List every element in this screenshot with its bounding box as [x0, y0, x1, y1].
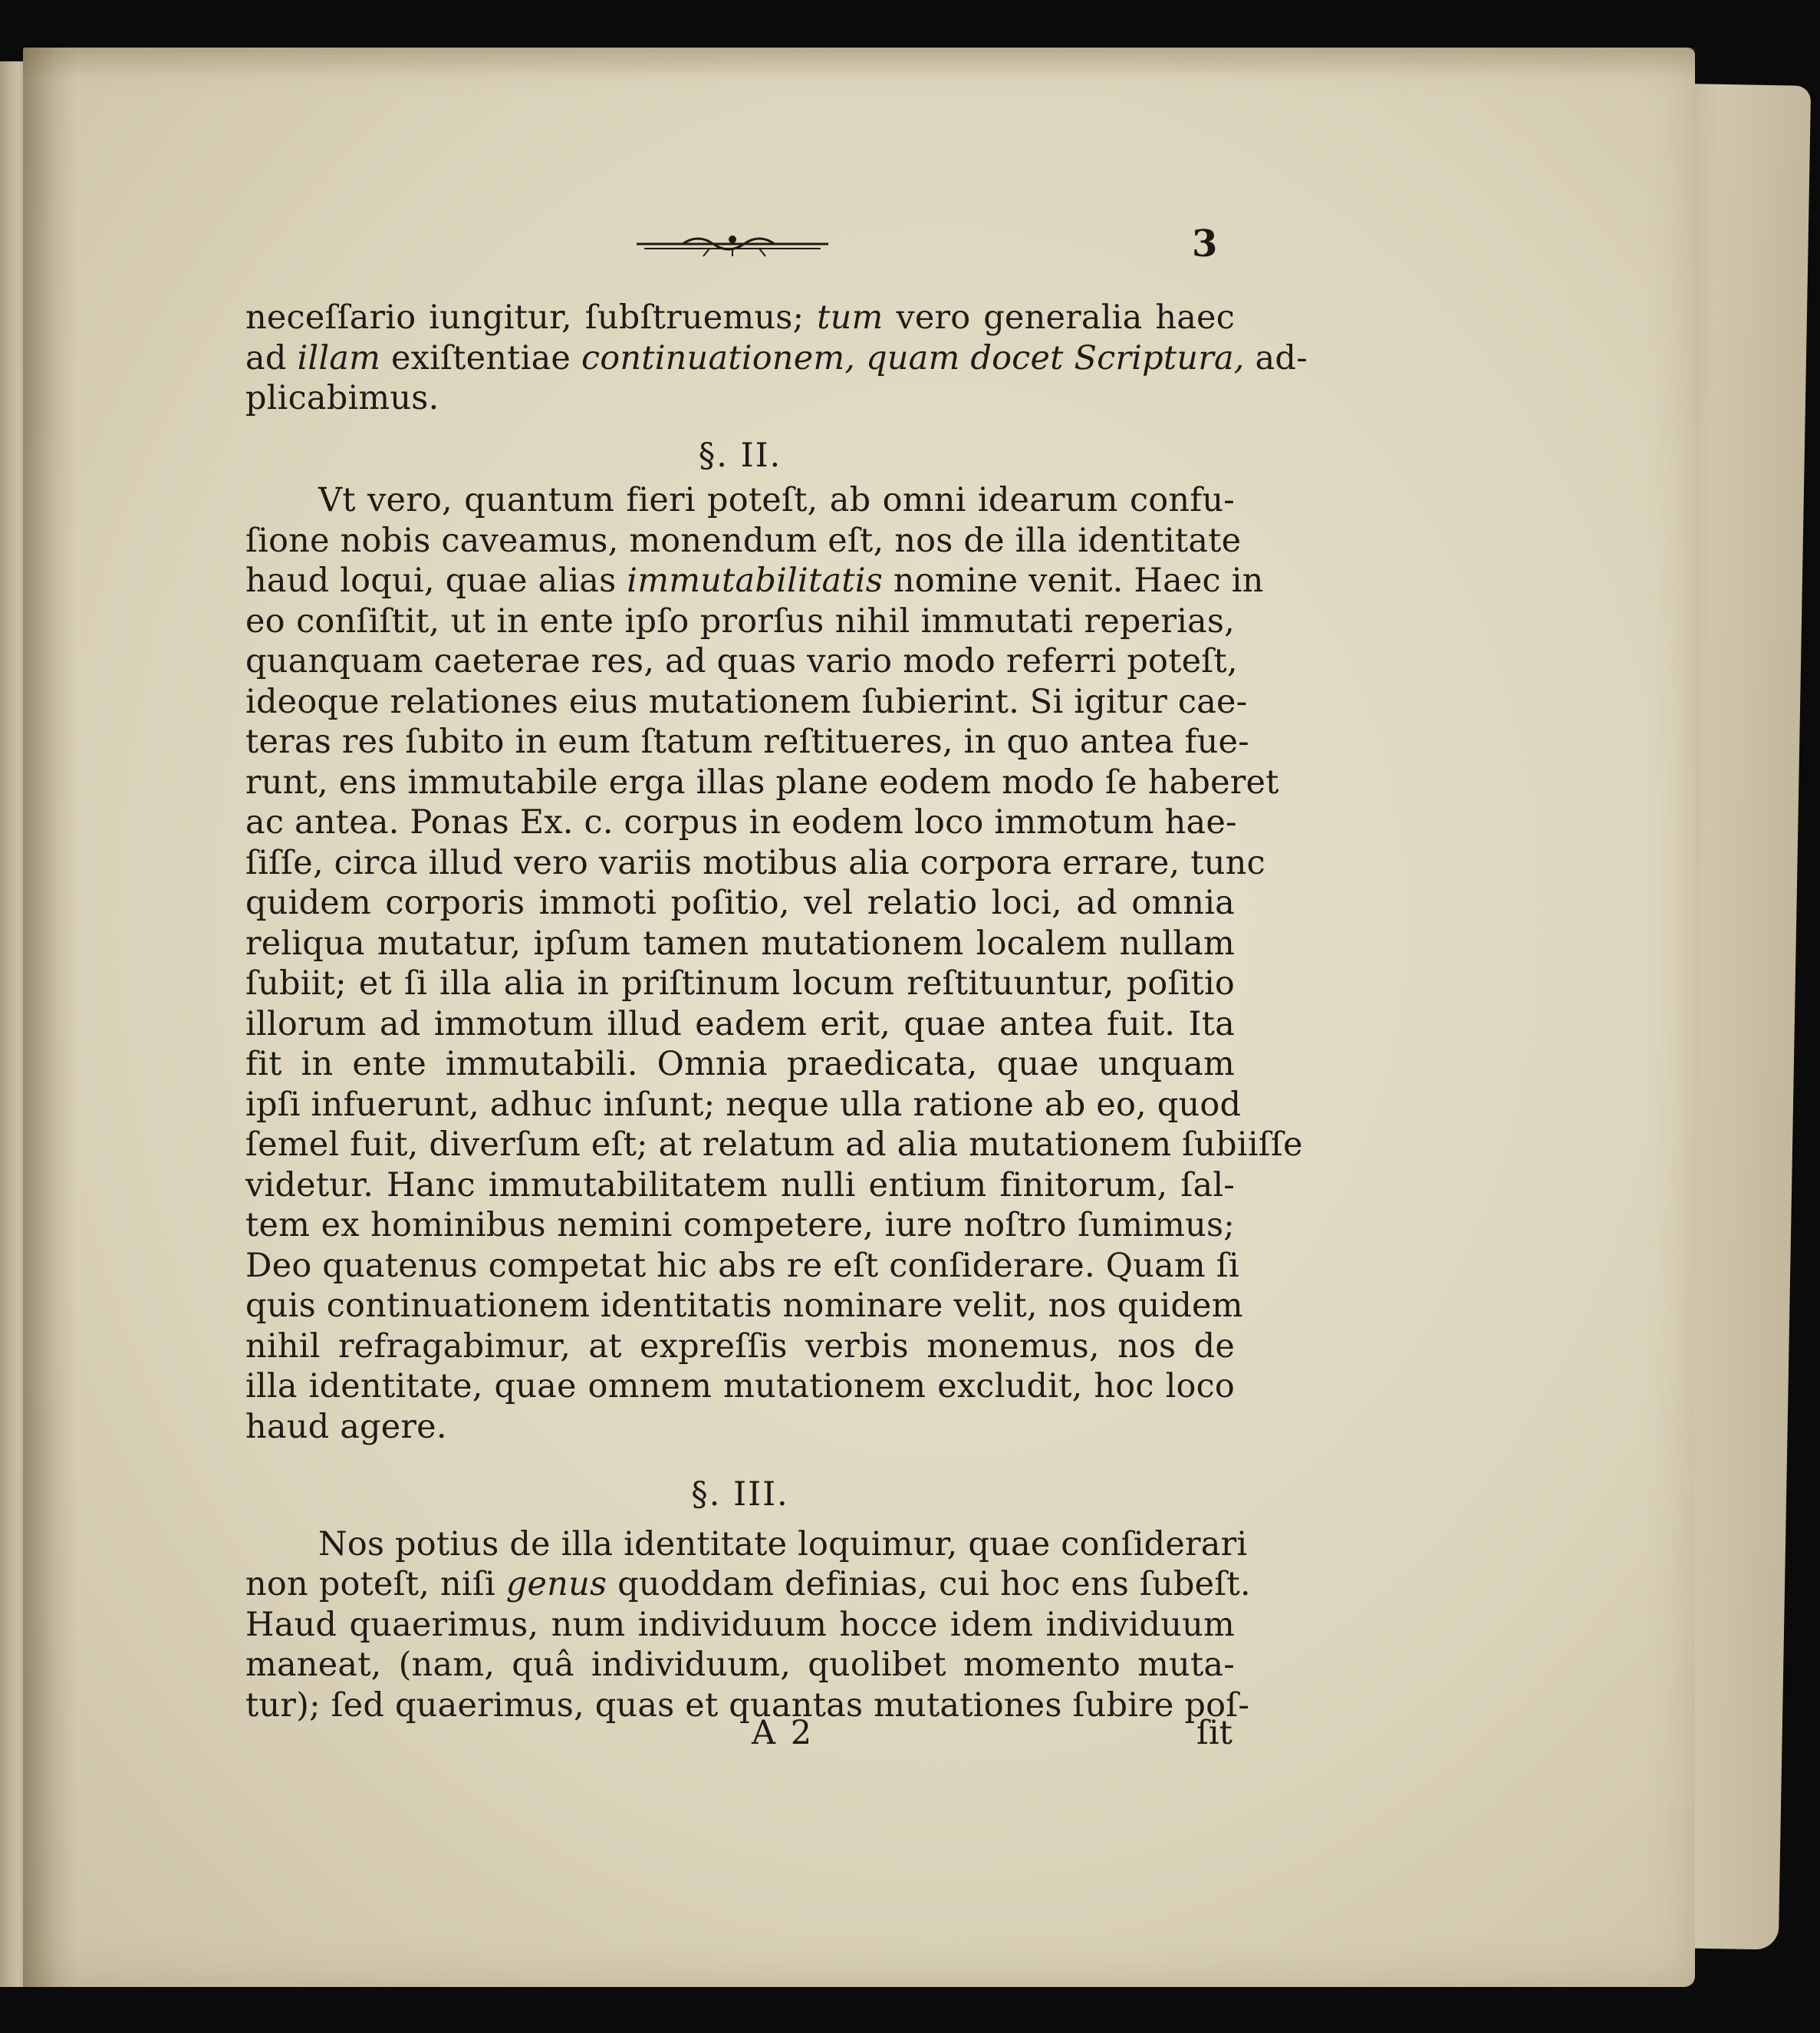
signature-mark: A 2 [752, 1714, 815, 1752]
text-line [245, 1366, 1235, 1407]
text-line [245, 338, 1308, 379]
text-run: illorum ad immotum illud eadem erit, quae antea fuit. Ita [245, 1004, 1235, 1043]
text-line [245, 1326, 1235, 1367]
text-run: ſiſſe, circa illud vero variis motibus alia corpora errare, tunc [245, 843, 1265, 882]
text-run: videtur. Hanc immutabilitatem nulli entium finitorum, ſal- [245, 1165, 1235, 1204]
text-run: Vt vero, quantum fieri poteſt, ab omni idearum confu- [318, 481, 1235, 519]
section-heading-iii: §. III. [691, 1475, 789, 1514]
text-run: vero generalia haec [883, 298, 1235, 337]
book-page [23, 48, 1695, 1987]
facing-page-edge [0, 61, 26, 1987]
text-line [245, 1205, 1235, 1246]
text-run: ſione nobis caveamus, monendum eſt, nos de illa identitate [245, 521, 1242, 560]
text-run: teras res ſubito in eum ſtatum reſtitueres, in quo antea fue- [245, 723, 1249, 761]
text-run: neceſſario iungitur, ſubſtruemus; [245, 298, 818, 337]
text-run: ſubiit; et ſi illa alia in priſtinum locum reſtituuntur, poſitio [245, 964, 1235, 1003]
text-run: runt, ens immutabile erga illas plane eodem modo ſe haberet [245, 763, 1279, 802]
page-top-shadow [23, 48, 1695, 78]
text-line [245, 561, 1264, 601]
text-run: ideoque relationes eius mutationem ſubierint. Si igitur cae- [245, 682, 1248, 721]
text-run: plicabimus. [245, 379, 439, 417]
head-ornament-icon [637, 230, 828, 261]
text-line [245, 1246, 1239, 1287]
text-run: ſemel fuit, diverſum eſt; at relatum ad alia mutationem ſubiiſſe [245, 1125, 1303, 1164]
text-line [245, 1004, 1235, 1045]
text-run: quis continuationem identitatis nominare velit, nos quidem [245, 1287, 1243, 1325]
text-run: Nos potius de illa identitate loquimur, quae conſiderari [318, 1524, 1248, 1563]
italic-run: illam [297, 338, 381, 377]
text-run: exiſtentiae [380, 338, 581, 377]
text-run: tur); ſed quaerimus, quas et quantas mutationes ſubire poſ- [245, 1685, 1250, 1725]
text-run: Deo quatenus competat hic abs re eſt conſiderare. Quam ſi [245, 1246, 1239, 1285]
text-run: ac antea. Ponas Ex. c. corpus in eodem loco immotum hae- [245, 803, 1237, 842]
text-line [245, 763, 1279, 803]
text-run: Haud quaerimus, num individuum hocce idem individuum [245, 1605, 1235, 1644]
text-line [245, 1085, 1242, 1125]
text-line [245, 1044, 1235, 1085]
page-gutter-shadow [23, 48, 77, 1987]
text-line [245, 1165, 1235, 1206]
paragraph-section-ii [245, 480, 1303, 1447]
text-line [245, 480, 1235, 521]
text-run: ad- [1244, 338, 1308, 377]
italic-run: continuationem, [581, 338, 856, 377]
text-line [245, 298, 1235, 338]
text-run: tem ex hominibus nemini competere, iure noſtro ſumimus; [245, 1206, 1235, 1244]
text-line [245, 843, 1265, 884]
text-line [245, 802, 1235, 843]
text-run: illa identitate, quae omnem mutationem excludit, hoc loco [245, 1367, 1235, 1405]
italic-run: immutabilitatis [627, 562, 883, 600]
text-line [245, 1407, 1235, 1448]
text-line [245, 1645, 1235, 1685]
italic-run: quam docet Scriptura, [866, 338, 1245, 377]
text-run: quoddam definias, cui hoc ens ſubeſt. [607, 1565, 1251, 1603]
text-line [245, 1286, 1243, 1326]
text-run: ad [245, 338, 298, 377]
text-line [245, 964, 1235, 1004]
italic-run: tum [817, 298, 884, 337]
text-line [245, 601, 1235, 642]
text-run: maneat, (nam, quâ individuum, quolibet momento muta- [245, 1646, 1235, 1684]
text-line [245, 1125, 1303, 1165]
text-run: quidem corporis immoti poſitio, vel relatio loci, ad omnia [245, 884, 1235, 922]
intro-paragraph [245, 298, 1308, 419]
text-line [245, 1524, 1248, 1565]
text-run: haud loqui, quae alias [245, 562, 627, 600]
paragraph-section-iii [245, 1524, 1251, 1726]
text-run: reliqua mutatur, ipſum tamen mutationem localem nullam [245, 924, 1235, 963]
text-run: quanquam caeterae res, ad quas vario modo referri poteſt, [245, 642, 1238, 680]
italic-run: genus [505, 1565, 607, 1603]
text-line [245, 883, 1235, 924]
text-run: nomine venit. Haec in [882, 562, 1264, 600]
text-run: fit in ente immutabili. Omnia praedicata, quae unquam [245, 1045, 1235, 1083]
text-line [245, 1564, 1251, 1605]
text-block [245, 298, 1308, 1725]
text-line [245, 682, 1248, 723]
text-line [245, 1685, 1250, 1726]
text-run: non poteſt, niſi [245, 1565, 506, 1603]
text-line [245, 378, 1235, 419]
text-run: nihil refragabimur, at expreſſis verbis monemus, nos de [245, 1326, 1235, 1366]
text-run: eo conſiſtit, ut in ente ipſo prorſus nihil immutati reperias, [245, 601, 1235, 641]
text-run [855, 339, 866, 377]
text-line [245, 641, 1238, 682]
section-heading-ii: §. II. [698, 436, 782, 475]
text-line [245, 521, 1242, 562]
page-number: 3 [1192, 222, 1218, 265]
text-line [245, 722, 1249, 763]
catchword: ſit [1196, 1714, 1233, 1752]
text-line [245, 1605, 1235, 1646]
text-run: haud agere. [245, 1407, 447, 1446]
text-run: ipſi infuerunt, adhuc inſunt; neque ulla ratione ab eo, quod [245, 1085, 1242, 1124]
text-line [245, 924, 1235, 964]
